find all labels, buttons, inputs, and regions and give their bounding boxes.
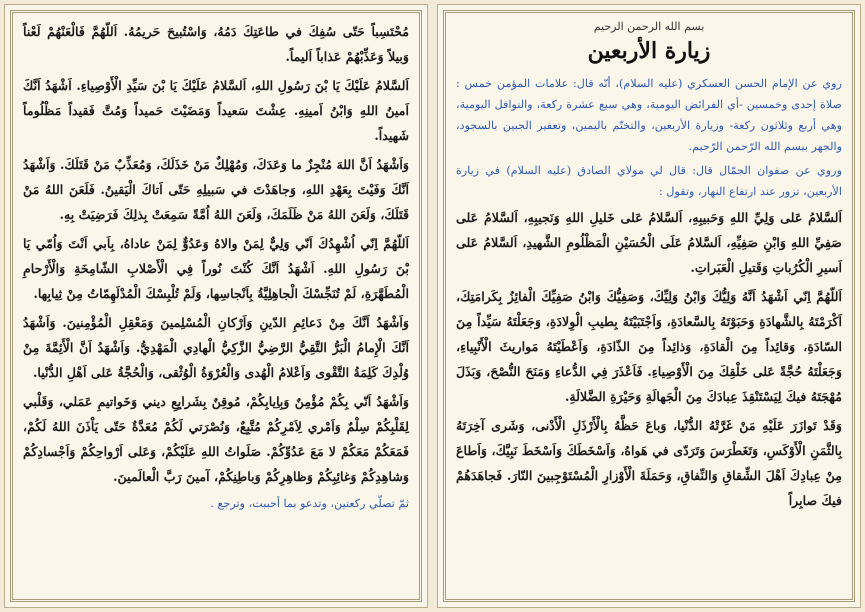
left-page-frame bbox=[10, 10, 422, 602]
left-page bbox=[4, 4, 428, 608]
right-paragraph-1: اَلسَّلامُ عَلى وَلِيِّ اللهِ وَحَبيبِهِ، اَلسَّلامُ عَلى خَليلِ اللهِ وَنَجيبِهِ، اَلسَّلامُ عَلى صَفِيِّ اللهِ وَابْنِ صَفِيِّهِ، اَلسَّلامُ عَلَى الْحُسَيْنِ الْمَظْلُومِ الشَّهيدِ، اَلسَّلامُ عَلى اَسيرِ الْكُرُباتِ وَقَتيلِ الْعَبَراتِ. bbox=[456, 210, 842, 275]
right-paragraph-3: وَقَدْ تَوازَرَ عَلَيْهِ مَنْ غَرَّتْهُ الدُّنْيا، وَباعَ حَظَّهُ بِالْأَرْذَلِ الْأَدْنى، وَشَرى آخِرَتَهُ بِالثَّمَنِ الْأَوْكَسِ، وَتَغَطْرَسَ وَتَرَدّى في هَواهُ، وَاَسْخَطَكَ وَاَسْخَطَ نَبِيَّكَ، وَاَطاعَ مِنْ عِبادِكَ اَهْلَ الشِّقاقِ وَالنِّفاقِ، وَحَمَلَةَ الْأَوْزارِ الْمُسْتَوْجِبينَ النّارَ. فَجاهَدَهُمْ فيكَ صابِراً bbox=[456, 418, 842, 508]
intro-narration-1: روي عن الإمام الحسن العسكري (عليه السلام)، أنّه قال: علامات المؤمن خمس : صلاة إحدى وخمسين -أي الفرائض اليومية، وهي سبع عشرة ركعة، والنوافل اليومية، وهي أربع وثلاثون ركعة- وزيارة الأربعين، والتختّم باليمين، وتعفير الجبين بالسجود، والجهر ببسم الله الرّحمن الرّحيم. bbox=[456, 77, 842, 153]
left-paragraph-1: مُحْتَسِباً حَتّى سُفِكَ في طاعَتِكَ دَمُهُ، وَاسْتُبيحَ حَريمُهُ. اَللّهُمَّ فَالْعَنْهُمْ لَعْناً وَبيلاً وَعَذِّبْهُمْ عَذاباً اَليماً. bbox=[23, 24, 409, 64]
left-paragraph-4: اَللّهُمَّ اِنّي اُشْهِدُكَ اَنّي وَلِيٌّ لِمَنْ والاهُ وَعَدُوٌّ لِمَنْ عاداهُ، بِاَبي اَنْتَ وَاُمّي يَا بْنَ رَسُولِ اللهِ. اَشْهَدُ اَنَّكَ كُنْتَ نُوراً فِي الْأَصْلابِ الشّامِخَةِ وَالْأَرْحامِ الْمُطَهَّرَةِ، لَمْ تُنَجِّسْكَ الْجاهِلِيَّةُ بِاَنْجاسِها، وَلَمْ تُلْبِسْكَ الْمُدْلَهِمّاتُ مِنْ ثِيابِها. bbox=[23, 236, 409, 301]
right-page bbox=[437, 4, 861, 608]
left-paragraph-2: اَلسَّلامُ عَلَيْكَ يَا بْنَ رَسُولِ اللهِ، اَلسَّلامُ عَلَيْكَ يَا بْنَ سَيِّدِ الْأَوْصِياءِ. اَشْهَدُ اَنَّكَ اَمينُ اللهِ وَابْنُ اَمينِهِ. عِشْتَ سَعيداً وَمَضَيْتَ حَميداً وَمُتَّ فَقيداً مَظْلُوماً شَهيداً. bbox=[23, 78, 409, 143]
left-paragraph-3: وَاَشْهَدُ اَنَّ اللهَ مُنْجِزٌ ما وَعَدَكَ، وَمُهْلِكٌ مَنْ خَذَلَكَ، وَمُعَذِّبٌ مَنْ قَتَلَكَ. وَاَشْهَدُ اَنَّكَ وَفَيْتَ بِعَهْدِ اللهِ، وَجاهَدْتَ في سَبيلِهِ حَتّى اَتاكَ الْيَقينُ. فَلَعَنَ اللهُ مَنْ قَتَلَكَ، وَلَعَنَ اللهُ مَنْ ظَلَمَكَ، وَلَعَنَ اللهُ اُمَّةً سَمِعَتْ بِذلِكَ فَرَضِيَتْ بِهِ. bbox=[23, 157, 409, 222]
right-paragraph-2: اَللّهُمَّ اِنّي اَشْهَدُ اَنَّهُ وَلِيُّكَ وَابْنُ وَلِيِّكَ، وَصَفِيُّكَ وَابْنُ صَفِيِّكَ الْفائِزُ بِكَرامَتِكَ، اَكْرَمْتَهُ بِالشَّهادَةِ وَحَبَوْتَهُ بِالسَّعادَةِ، وَاَجْتَبَيْتَهُ بِطيبِ الْوِلادَةِ، وَجَعَلْتَهُ سَيِّداً مِنَ السّادَةِ، وَقائِداً مِنَ الْقادَةِ، وَذائِداً مِنَ الذّادَةِ، وَاَعْطَيْتَهُ مَواريثَ الْأَنْبِياءِ، وَجَعَلْتَهُ حُجَّةً عَلى خَلْقِكَ مِنَ الْأَوْصِياءِ. فَاَعْذَرَ فِي الدُّعاءِ وَمَنَحَ النُّصْحَ، وَبَذَلَ مُهْجَتَهُ فيكَ لِيَسْتَنْقِذَ عِبادَكَ مِنَ الْجَهالَةِ وَحَيْرَةِ الضَّلالَةِ. bbox=[456, 289, 842, 404]
left-paragraph-6: وَاَشْهَدُ اَنّي بِكُمْ مُؤْمِنٌ وَبِاِيابِكُمْ، مُوقِنٌ بِشَرايِعِ ديني وَخَواتيمِ عَمَلي، وَقَلْبي لِقَلْبِكُمْ سِلْمٌ وَاَمْري لِاَمْرِكُمْ مُتَّبِعٌ، وَنُصْرَتي لَكُمْ مُعَدَّةٌ حَتّى يَاْذَنَ اللهُ لَكُمْ، فَمَعَكُمْ مَعَكُمْ لا مَعَ عَدُوِّكُمْ. صَلَواتُ اللهِ عَلَيْكُمْ، وَعَلى اَرْواحِكُمْ وَاَجْسادِكُمْ وَشاهِدِكُمْ وَغائِبِكُمْ وَظاهِرِكُمْ وَباطِنِكُمْ، آمينَ رَبَّ الْعالَمينَ. bbox=[23, 394, 409, 484]
left-paragraph-5: وَاَشْهَدُ اَنَّكَ مِنْ دَعائِمِ الدّينِ وَاَرْكانِ الْمُسْلِمينَ وَمَعْقِلِ الْمُؤْمِنينَ. وَاَشْهَدُ اَنَّكَ الْإِمامُ الْبَرُّ التَّقِيُّ الرَّضِيُّ الزَّكِيُّ الْهادِي الْمَهْدِيُّ. وَاَشْهَدُ اَنَّ الْأَئِمَّةَ مِنْ وُلْدِكَ كَلِمَةُ التَّقْوى وَاَعْلامُ الْهُدى وَالْعُرْوَةُ الْوُثْقى، وَالْحُجَّةُ عَلى اَهْلِ الدُّنْيا. bbox=[23, 315, 409, 380]
closing-instruction: ثمّ تصلّي ركعتين، وتدعو بما أحببت، وترجع . bbox=[210, 497, 409, 510]
page-title: زيارة الأربعين bbox=[587, 38, 711, 64]
intro-narration-2: وروي عن صفوان الجمّال قال: قال لي مولاي الصادق (عليه السلام) في زيارة الأربعين، تزور عند ارتفاع النهار، وتقول : bbox=[456, 164, 842, 198]
right-page-frame bbox=[443, 10, 855, 602]
basmala: بسم الله الرحمن الرحيم bbox=[593, 20, 705, 33]
